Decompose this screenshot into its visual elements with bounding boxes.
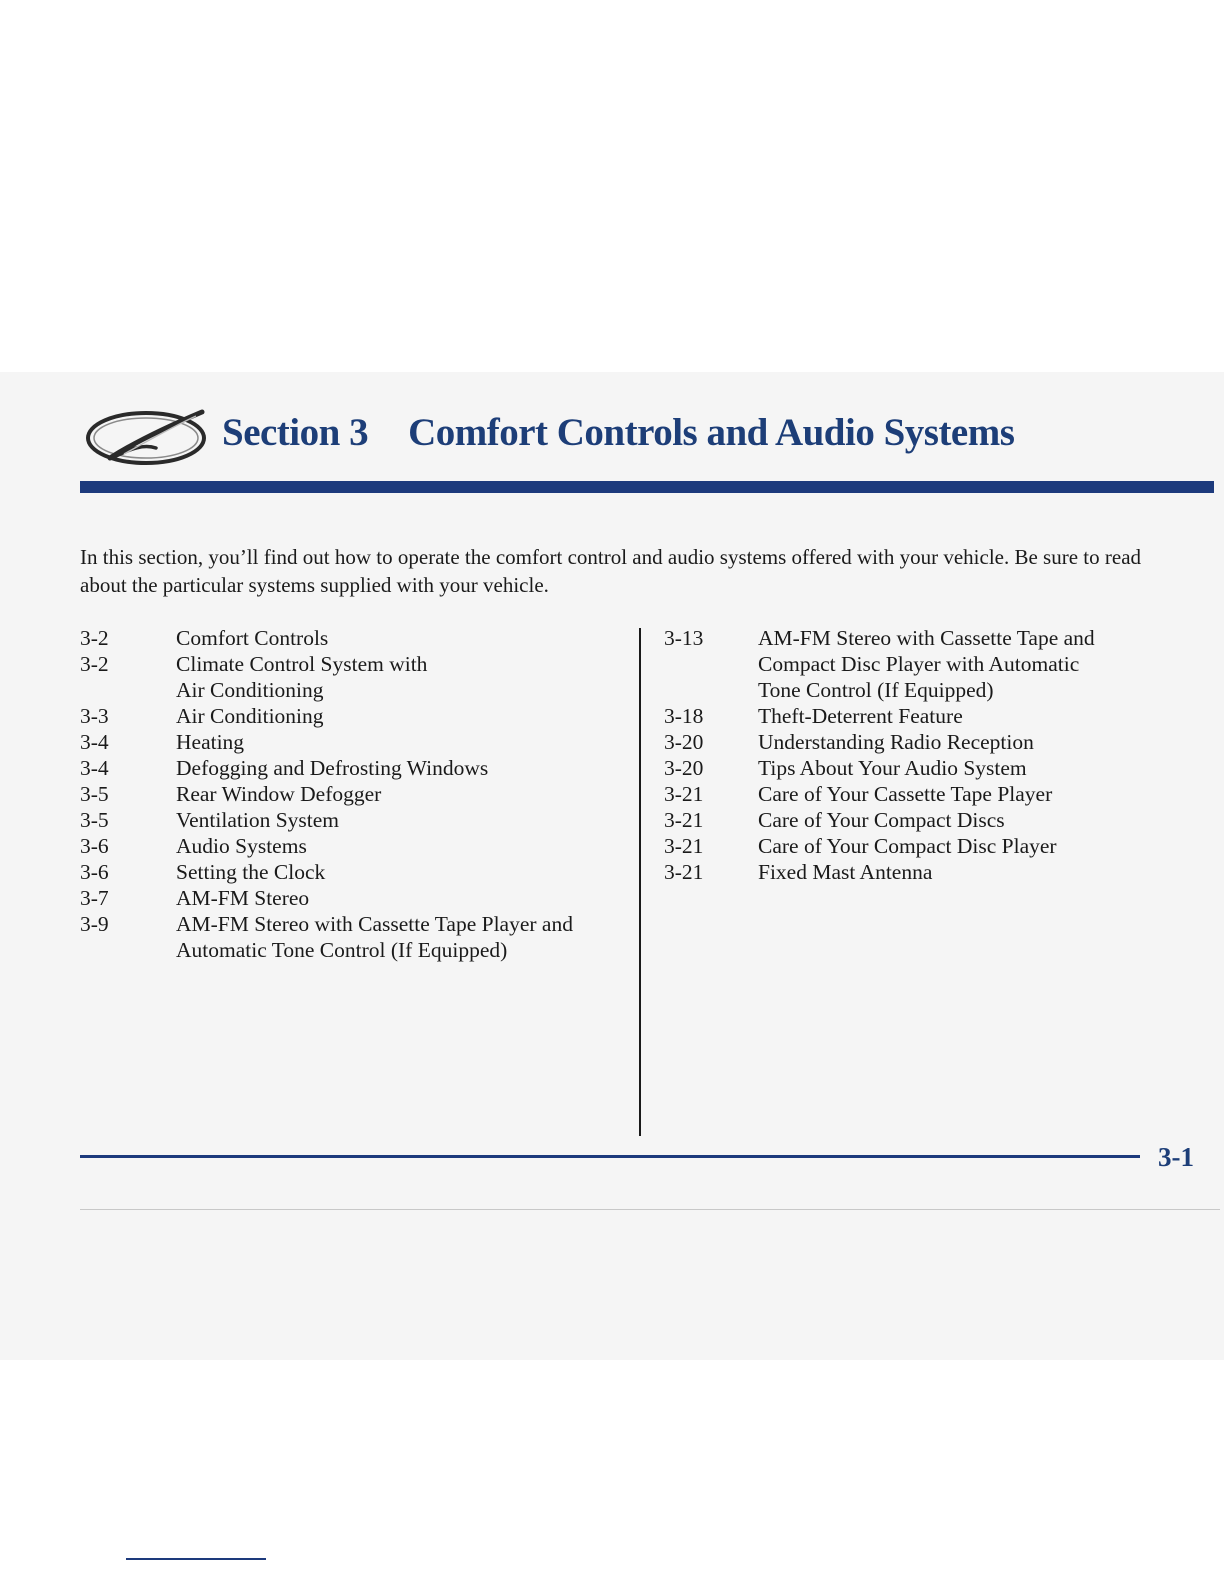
toc-page-number bbox=[664, 651, 758, 677]
toc-page-number: 3-6 bbox=[80, 860, 109, 884]
toc-page-number bbox=[80, 677, 176, 703]
toc-entry bbox=[80, 911, 640, 937]
footer-rule bbox=[80, 1155, 1140, 1158]
toc-left-column bbox=[80, 625, 640, 963]
toc-entry bbox=[664, 677, 1184, 703]
intro-paragraph: In this section, you’ll find out how to operate the comfort control and audio systems offered with your vehicle. Be sure to read about the particular systems supplied with your vehicle. bbox=[80, 545, 1142, 597]
toc-entry bbox=[664, 625, 1184, 651]
toc-page-number: 3-7 bbox=[80, 886, 109, 910]
toc-entry-title: Automatic Tone Control (If Equipped) bbox=[176, 938, 508, 962]
toc-entry bbox=[664, 781, 1184, 807]
toc-entry-title: Fixed Mast Antenna bbox=[758, 860, 933, 884]
toc-entry bbox=[80, 833, 640, 859]
toc-entry bbox=[664, 755, 1184, 781]
toc-entry-title: Understanding Radio Reception bbox=[758, 730, 1034, 754]
toc-entry-title: Climate Control System with bbox=[176, 652, 428, 676]
toc-entry bbox=[80, 807, 640, 833]
toc-page-number: 3-5 bbox=[80, 782, 109, 806]
toc-entry bbox=[664, 833, 1184, 859]
toc-right-column bbox=[664, 625, 1184, 885]
toc-entry bbox=[664, 651, 1184, 677]
toc-entry bbox=[664, 807, 1184, 833]
toc-entry-title: Tone Control (If Equipped) bbox=[758, 678, 994, 702]
toc-entry-title: Setting the Clock bbox=[176, 860, 326, 884]
toc-page-number: 3-5 bbox=[80, 808, 109, 832]
toc-entry-title: Care of Your Compact Disc Player bbox=[758, 834, 1057, 858]
toc-entry bbox=[80, 703, 640, 729]
toc-page-number bbox=[80, 937, 176, 963]
toc-entry-title: Air Conditioning bbox=[176, 678, 324, 702]
toc-entry bbox=[80, 677, 640, 703]
toc-entry bbox=[80, 859, 640, 885]
toc-entry-title: Audio Systems bbox=[176, 834, 307, 858]
toc-entry-title: Heating bbox=[176, 730, 245, 754]
page-number: 3-1 bbox=[1158, 1142, 1194, 1172]
section-number: Section 3 bbox=[222, 411, 369, 454]
bottom-accent-rule bbox=[126, 1558, 266, 1560]
title-rule bbox=[80, 481, 1214, 493]
toc-entry-title: Compact Disc Player with Automatic bbox=[758, 652, 1080, 676]
toc-entry-title: Tips About Your Audio System bbox=[758, 756, 1027, 780]
toc-entry-title: Defogging and Defrosting Windows bbox=[176, 756, 489, 780]
section-title bbox=[222, 410, 1014, 455]
toc-entry-title: Theft-Deterrent Feature bbox=[758, 704, 963, 728]
toc-entry-title: AM-FM Stereo with Cassette Tape Player and bbox=[176, 912, 573, 936]
toc-entry bbox=[80, 781, 640, 807]
toc-page-number: 3-21 bbox=[664, 808, 704, 832]
scan-edge-line bbox=[80, 1209, 1220, 1210]
toc-page-number: 3-21 bbox=[664, 834, 704, 858]
toc-entry bbox=[80, 937, 640, 963]
toc-page-number: 3-13 bbox=[664, 626, 704, 650]
toc-entry-title: Comfort Controls bbox=[176, 626, 329, 650]
toc-page-number: 3-2 bbox=[80, 652, 109, 676]
toc-entry-title: Care of Your Cassette Tape Player bbox=[758, 782, 1053, 806]
toc-page-number: 3-9 bbox=[80, 912, 109, 936]
toc-entry-title: Air Conditioning bbox=[176, 704, 324, 728]
toc-entry bbox=[664, 703, 1184, 729]
toc-page-number: 3-20 bbox=[664, 730, 704, 754]
oldsmobile-rocket-logo-icon bbox=[84, 408, 208, 468]
toc-page-number: 3-20 bbox=[664, 756, 704, 780]
toc-entry bbox=[664, 729, 1184, 755]
section-heading: Comfort Controls and Audio Systems bbox=[408, 411, 1015, 454]
toc-entry-title: Rear Window Defogger bbox=[176, 782, 382, 806]
toc-entry bbox=[80, 729, 640, 755]
toc-entry bbox=[80, 755, 640, 781]
toc-entry bbox=[664, 859, 1184, 885]
toc-entry-title: Care of Your Compact Discs bbox=[758, 808, 1005, 832]
toc-page-number: 3-18 bbox=[664, 704, 704, 728]
toc-page-number: 3-21 bbox=[664, 860, 704, 884]
toc-page-number: 3-2 bbox=[80, 626, 109, 650]
toc-entry-title: AM-FM Stereo bbox=[176, 886, 310, 910]
toc-page-number: 3-3 bbox=[80, 704, 109, 728]
toc-entry-title: AM-FM Stereo with Cassette Tape and bbox=[758, 626, 1095, 650]
column-divider bbox=[639, 628, 641, 1136]
toc-page-number: 3-21 bbox=[664, 782, 704, 806]
toc-entry-title: Ventilation System bbox=[176, 808, 340, 832]
toc-entry bbox=[80, 625, 640, 651]
toc-page-number: 3-4 bbox=[80, 730, 109, 754]
toc-page-number: 3-6 bbox=[80, 834, 109, 858]
toc-page-number bbox=[664, 677, 758, 703]
toc-entry bbox=[80, 651, 640, 677]
toc-page-number: 3-4 bbox=[80, 756, 109, 780]
toc-entry bbox=[80, 885, 640, 911]
